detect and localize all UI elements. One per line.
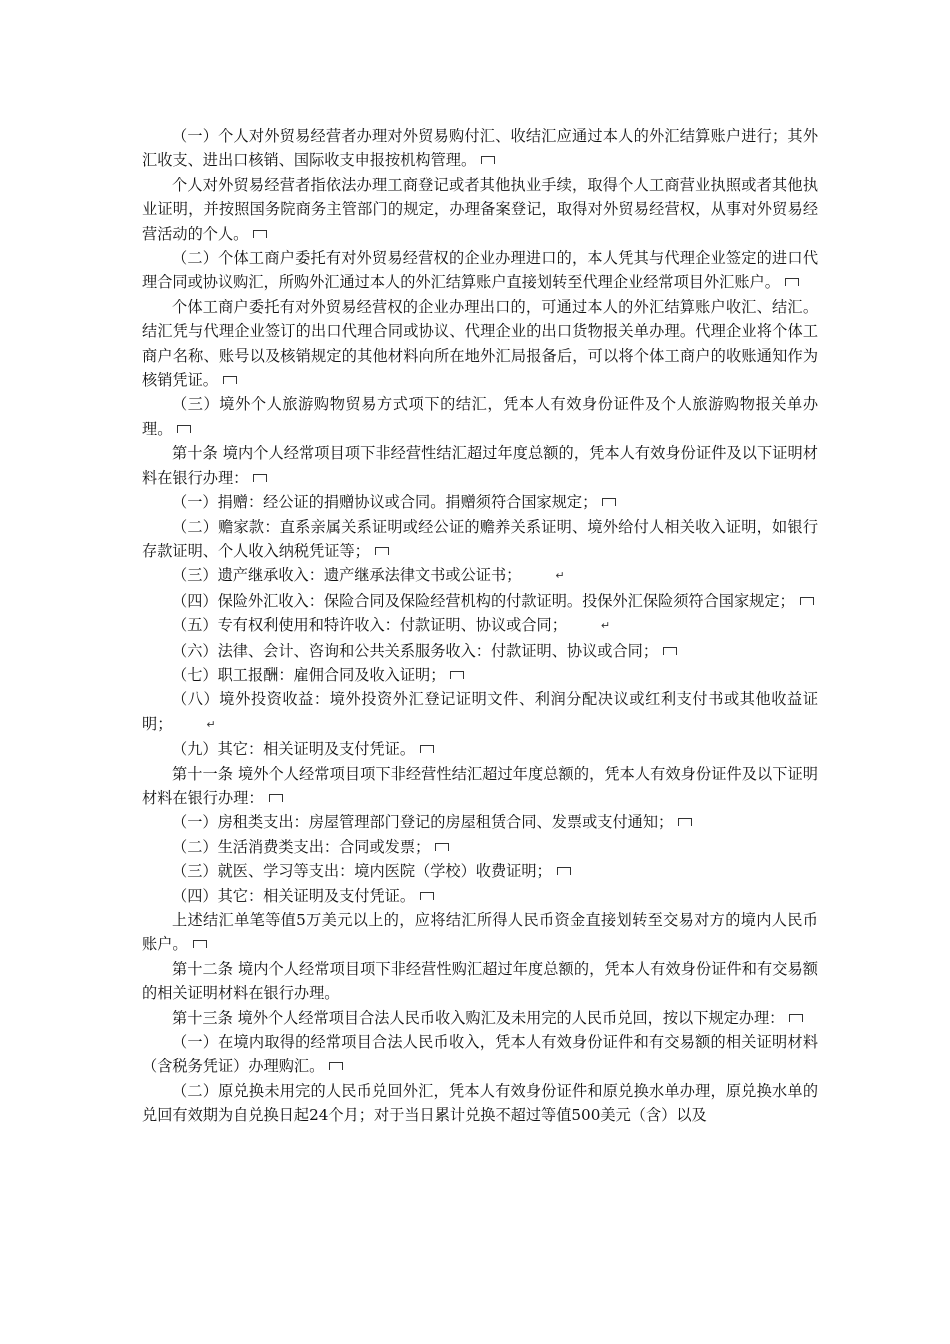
paragraph-text: （二）生活消费类支出：合同或发票；	[172, 837, 431, 856]
line-break-arrow-icon: ↵	[206, 717, 216, 731]
paragraph	[142, 173, 818, 246]
paragraph-text: （二）原兑换未用完的人民币兑回外汇，凭本人有效身份证件和原兑换水单办理，原兑换水单的兑回有效期为自兑换日起24个月；对于当日累计兑换不超过等值500美元（含）以及	[142, 1081, 818, 1125]
paragraph-mark-icon	[420, 745, 434, 753]
paragraph-text: （二）个体工商户委托有对外贸易经营权的企业办理进口的，本人凭其与代理企业签定的进口代理合同或协议购汇，所购外汇通过本人的外汇结算账户直接划转至代理企业经常项目外汇账户。	[142, 249, 818, 292]
paragraph-mark-icon	[557, 867, 571, 875]
paragraph-text: 第十三条 境外个人经常项目合法人民币收入购汇及未用完的人民币兑回，按以下规定办理：	[172, 1008, 785, 1027]
paragraph-text: （一）个人对外贸易经营者办理对外贸易购付汇、收结汇应通过本人的外汇结算账户进行；其外汇收支、进出口核销、国际收支申报按机构管理。	[142, 127, 818, 170]
paragraph	[142, 124, 818, 173]
paragraph-text: （八）境外投资收益：境外投资外汇登记证明文件、利润分配决议或红利支付书或其他收益证明；	[142, 690, 818, 733]
paragraph-text: 第十条 境内个人经常项目项下非经营性结汇超过年度总额的，凭本人有效身份证件及以下证明材料在银行办理：	[142, 444, 818, 487]
paragraph-text: 第十一条 境外个人经常项目项下非经营性结汇超过年度总额的，凭本人有效身份证件及以下证明材料在银行办理：	[142, 764, 818, 807]
paragraph-text: （三）遗产继承收入：遗产继承法律文书或公证书；	[172, 566, 522, 585]
paragraph-mark-icon	[329, 1062, 343, 1070]
paragraph	[142, 1006, 818, 1030]
paragraph	[142, 639, 818, 663]
paragraph-text: （一）房租类支出：房屋管理部门登记的房屋租赁合同、发票或支付通知；	[172, 813, 674, 832]
paragraph-mark-icon	[800, 597, 814, 605]
paragraph-text: 个体工商户委托有对外贸易经营权的企业办理出口的，可通过本人的外汇结算账户收汇、结汇。结汇凭与代理企业签订的出口代理合同或协议、代理企业的出口货物报关单办理。代理企业将个体工商户名称、账号以及核销规定的其他材料向所在地外汇局报备后，可以将个体工商户的收账通知作为核销凭证。	[142, 297, 818, 390]
paragraph-mark-icon	[269, 794, 283, 802]
paragraph-text: （一）捐赠：经公证的捐赠协议或合同。捐赠须符合国家规定；	[172, 493, 598, 512]
paragraph-text: 个人对外贸易经营者指依法办理工商登记或者其他执业手续，取得个人工商营业执照或者其他执业证明，并按照国务院商务主管部门的规定，办理备案登记，取得对外贸易经营权，从事对外贸易经营活动的个人。	[142, 175, 818, 243]
paragraph	[142, 762, 818, 811]
paragraph	[142, 589, 818, 613]
paragraph-mark-icon	[193, 940, 207, 948]
paragraph-text: （三）境外个人旅游购物贸易方式项下的结汇，凭本人有效身份证件及个人旅游购物报关单办理。	[142, 395, 818, 438]
paragraph-mark-icon	[375, 547, 389, 555]
paragraph	[142, 613, 818, 638]
paragraph	[142, 810, 818, 834]
paragraph	[142, 515, 818, 564]
paragraph-text: （七）职工报酬：雇佣合同及收入证明；	[172, 665, 446, 684]
paragraph	[142, 1030, 818, 1079]
paragraph-mark-icon	[481, 156, 495, 164]
paragraph-mark-icon	[420, 892, 434, 900]
paragraph	[142, 490, 818, 514]
paragraph-text: （六）法律、会计、咨询和公共关系服务收入：付款证明、协议或合同；	[172, 641, 658, 660]
paragraph-mark-icon	[253, 474, 267, 482]
paragraph-text: （九）其它：相关证明及支付凭证。	[172, 740, 415, 759]
paragraph	[142, 392, 818, 441]
paragraph	[142, 663, 818, 687]
paragraph-text: （一）在境内取得的经常项目合法人民币收入，凭本人有效身份证件和有交易额的相关证明材料（含税务凭证）办理购汇。	[142, 1033, 818, 1076]
paragraph-mark-icon	[678, 818, 692, 826]
paragraph-mark-icon	[785, 278, 799, 286]
paragraph	[142, 908, 818, 957]
paragraph	[142, 246, 818, 295]
paragraph-mark-icon	[450, 671, 464, 679]
line-break-arrow-icon: ↵	[555, 569, 565, 583]
paragraph-text: （三）就医、学习等支出：境内医院（学校）收费证明；	[172, 862, 552, 881]
paragraph	[142, 1079, 818, 1128]
paragraph-mark-icon	[602, 498, 616, 506]
paragraph-text: （二）赡家款：直系亲属关系证明或经公证的赡养关系证明、境外给付人相关收入证明，如银行存款证明、个人收入纳税凭证等；	[142, 517, 818, 560]
paragraph-mark-icon	[789, 1014, 803, 1022]
paragraph	[142, 441, 818, 490]
paragraph-text: 上述结汇单笔等值5万美元以上的，应将结汇所得人民币资金直接划转至交易对方的境内人民币账户。	[142, 911, 818, 954]
paragraph-text: （四）其它：相关证明及支付凭证。	[172, 886, 415, 905]
paragraph	[142, 859, 818, 883]
paragraph	[142, 687, 818, 737]
paragraph-text: 第十二条 境内个人经常项目项下非经营性购汇超过年度总额的，凭本人有效身份证件和有交易额的相关证明材料在银行办理。	[142, 959, 818, 1003]
paragraph-mark-icon	[663, 647, 677, 655]
paragraph	[142, 295, 818, 393]
paragraph-mark-icon	[223, 376, 237, 384]
paragraph-mark-icon	[253, 230, 267, 238]
paragraph	[142, 563, 818, 588]
line-break-arrow-icon: ↵	[600, 619, 611, 633]
paragraph-text: （五）专有权利使用和特许收入：付款证明、协议或合同；	[172, 616, 567, 635]
paragraph	[142, 835, 818, 859]
paragraph-mark-icon	[177, 425, 191, 433]
paragraph-text: （四）保险外汇收入：保险合同及保险经营机构的付款证明。投保外汇保险须符合国家规定；	[172, 591, 795, 610]
paragraph	[142, 884, 818, 908]
paragraph	[142, 957, 818, 1006]
paragraph-mark-icon	[435, 843, 449, 851]
paragraph	[142, 737, 818, 761]
